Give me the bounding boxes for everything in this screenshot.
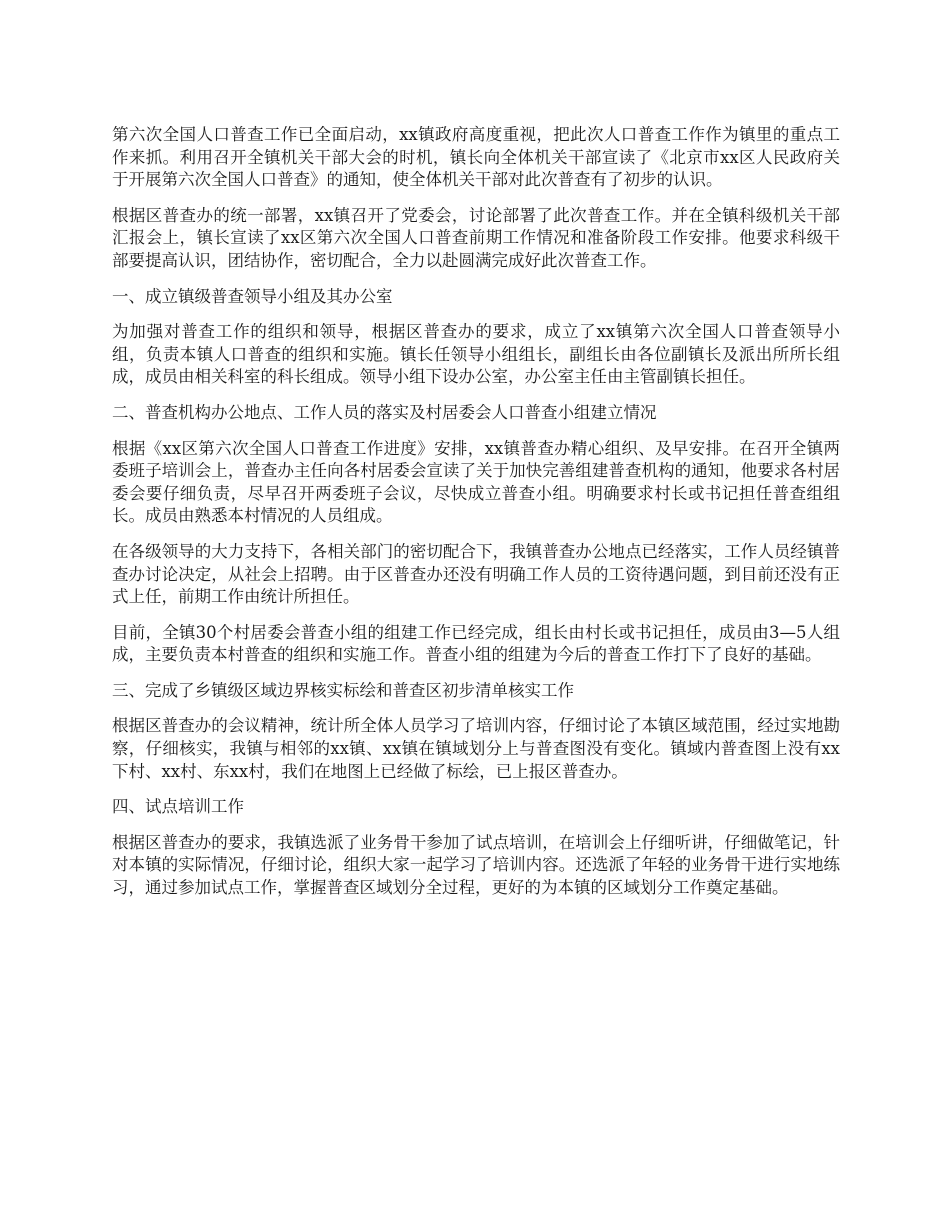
section-heading-2: 二、普查机构办公地点、工作人员的落实及村居委会人口普查小组建立情况 — [112, 402, 657, 422]
section-heading-3: 三、完成了乡镇级区域边界核实标绘和普查区初步清单核实工作 — [112, 680, 574, 700]
paragraph-leadership-group: 为加强对普查工作的组织和领导，根据区普查办的要求，成立了xx镇第六次全国人口普查领导小组，负责本镇人口普查的组织和实施。镇长任领导小组组长，副组长由各位副镇长及派出所所长组成，成员由相关科室的科长组成。领导小组下设办公室，办公室主任由主管副镇长担任。 — [112, 322, 840, 387]
paragraph-schedule: 根据《xx区第六次全国人口普查工作进度》安排，xx镇普查办精心组织、及早安排。在召开全镇两委班子培训会上，普查办主任向各村居委会宣读了关于加快完善组建普查机构的通知，他要求各村居委会要仔细负责，尽早召开两委班子会议，尽快成立普查小组。明确要求村长或书记担任普查组组长。成员由熟悉本村情况的人员组成。 — [112, 438, 840, 526]
paragraph-deployment: 根据区普查办的统一部署，xx镇召开了党委会，讨论部署了此次普查工作。并在全镇科级机关干部汇报会上，镇长宣读了xx区第六次全国人口普查前期工作情况和准备阶段工作安排。他要求科级干部要提高认识，团结协作，密切配合，全力以赴圆满完成好此次普查工作。 — [112, 205, 840, 270]
paragraph-boundary-check: 根据区普查办的会议精神，统计所全体人员学习了培训内容，仔细讨论了本镇区域范围，经过实地勘察，仔细核实，我镇与相邻的xx镇、xx镇在镇域划分上与普查图没有变化。镇域内普查图上没有xx下村、xx村、东xx村，我们在地图上已经做了标绘，已上报区普查办。 — [112, 716, 840, 781]
paragraph-village-groups: 目前，全镇30个村居委会普查小组的组建工作已经完成，组长由村长或书记担任，成员由3—5人组成，主要负责本村普查的组织和实施工作。普查小组的组建为今后的普查工作打下了良好的基础。 — [112, 622, 840, 665]
paragraph-pilot-training: 根据区普查办的要求，我镇选派了业务骨干参加了试点培训，在培训会上仔细听讲，仔细做笔记，针对本镇的实际情况，仔细讨论，组织大家一起学习了培训内容。还选派了年轻的业务骨干进行实地练习，通过参加试点工作，掌握普查区域划分全过程，更好的为本镇的区域划分工作奠定基础。 — [112, 832, 840, 898]
document-body — [112, 124, 840, 913]
section-heading-1: 一、成立镇级普查领导小组及其办公室 — [112, 286, 393, 306]
section-heading-4: 四、试点培训工作 — [112, 797, 244, 817]
paragraph-intro: 第六次全国人口普查工作已全面启动，xx镇政府高度重视，把此次人口普查工作作为镇里的重点工作来抓。利用召开全镇机关干部大会的时机，镇长向全体机关干部宣读了《北京市xx区人民政府关于开展第六次全国人口普查》的通知，使全体机关干部对此次普查有了初步的认识。 — [112, 125, 840, 190]
paragraph-office-location: 在各级领导的大力支持下，各相关部门的密切配合下，我镇普查办公地点已经落实，工作人员经镇普查办讨论决定，从社会上招聘。由于区普查办还没有明确工作人员的工资待遇问题，到目前还没有正式上任，前期工作由统计所担任。 — [112, 541, 840, 607]
